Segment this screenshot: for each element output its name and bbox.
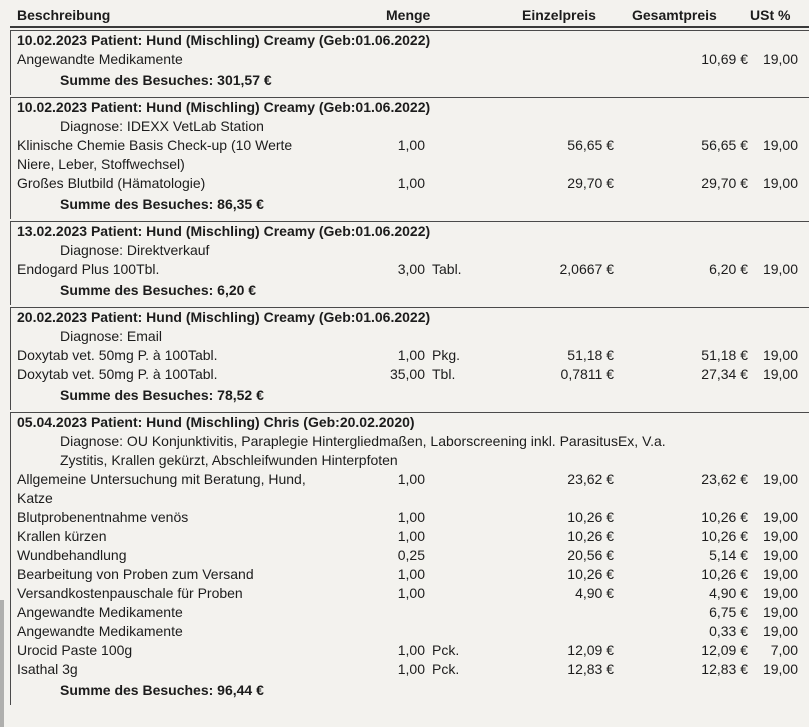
visit-left-border [10,221,11,305]
line-item-row [0,584,809,603]
line-unit-price: 4,90 € [575,585,614,601]
visit-sum: Summe des Besuches: 96,44 € [60,682,264,698]
line-vat: 19,00 [762,566,798,582]
line-description: Blutprobenentnahme venös [17,509,189,525]
diagnosis-text: Diagnose: OU Konjunktivitis, Paraplegie Hintergliedmaßen, Laborscreening inkl. ParasitusEx, V.a. [60,433,666,449]
header-quantity: Menge [386,7,431,23]
line-description: Angewandte Medikamente [17,604,183,620]
line-item-row [0,174,809,193]
line-item-row [0,346,809,365]
diagnosis-continuation-row [0,451,809,470]
line-total-price: 5,14 € [709,547,748,563]
line-total-price: 56,65 € [701,137,748,153]
visit-title-row [0,308,809,327]
line-description: Doxytab vet. 50mg P. à 100Tabl. [17,366,218,382]
line-description: Katze [17,490,53,506]
diagnosis-row [0,327,809,346]
line-vat: 19,00 [762,471,798,487]
line-unit-price: 23,62 € [567,471,614,487]
line-description: Isathal 3g [17,661,78,677]
line-total-price: 10,26 € [701,509,748,525]
line-unit: Pck. [432,661,460,677]
visit-left-border [10,412,11,705]
line-description: Großes Blutbild (Hämatologie) [17,175,206,191]
line-description: Krallen kürzen [17,528,107,544]
header-total-price: Gesamtpreis [632,7,717,23]
line-total-price: 10,26 € [701,528,748,544]
line-vat: 19,00 [762,509,798,525]
line-vat: 19,00 [762,347,798,363]
line-vat: 7,00 [770,642,798,658]
visit-left-border [10,30,11,95]
diagnosis-row [0,241,809,260]
line-unit: Pkg. [432,347,461,363]
table-header [0,6,809,25]
line-item-row [0,136,809,155]
line-vat: 19,00 [762,528,798,544]
line-quantity: 1,00 [397,137,425,153]
visit-sum-row [0,71,809,90]
visit-title: 20.02.2023 Patient: Hund (Mischling) Creamy (Geb:01.06.2022) [17,309,431,325]
line-unit: Tabl. [432,261,462,277]
line-description: Angewandte Medikamente [17,623,183,639]
visit-sum-row [0,386,809,405]
line-item-row [0,527,809,546]
line-description: Wundbehandlung [17,547,127,563]
scan-edge [0,600,4,727]
line-unit-price: 12,09 € [567,642,614,658]
line-description: Allgemeine Untersuchung mit Beratung, Hund, [17,471,306,487]
diagnosis-text: Diagnose: Direktverkauf [60,242,210,258]
line-unit-price: 10,26 € [567,528,614,544]
line-vat: 19,00 [762,585,798,601]
line-item-row [0,641,809,660]
visit-title: 05.04.2023 Patient: Hund (Mischling) Chris (Geb:20.02.2020) [17,414,415,430]
line-item-row [0,365,809,384]
line-unit: Pck. [432,642,460,658]
line-description: Bearbeitung von Proben zum Versand [17,566,254,582]
visit-sum: Summe des Besuches: 86,35 € [60,196,264,212]
line-quantity: 35,00 [389,366,425,382]
header-description: Beschreibung [17,7,111,23]
line-total-price: 51,18 € [701,347,748,363]
line-unit-price: 0,7811 € [560,366,614,382]
line-unit-price: 10,26 € [567,566,614,582]
line-quantity: 1,00 [397,347,425,363]
line-total-price: 6,75 € [709,604,748,620]
diagnosis-text: Diagnose: IDEXX VetLab Station [60,118,264,134]
line-total-price: 23,62 € [701,471,748,487]
line-unit-price: 12,83 € [567,661,614,677]
visit-title-row [0,98,809,117]
line-vat: 19,00 [762,366,798,382]
visit-sum-row [0,195,809,214]
line-description: Endogard Plus 100Tbl. [17,261,160,277]
line-vat: 19,00 [762,261,798,277]
line-total-price: 12,09 € [701,642,748,658]
visit-left-border [10,307,11,410]
line-description: Angewandte Medikamente [17,51,183,67]
header-divider [10,26,809,28]
line-total-price: 12,83 € [701,661,748,677]
line-quantity: 1,00 [397,528,425,544]
visit-title-row [0,31,809,50]
line-quantity: 1,00 [397,566,425,582]
line-vat: 19,00 [762,623,798,639]
visit-sum: Summe des Besuches: 6,20 € [60,282,257,298]
line-vat: 19,00 [762,547,798,563]
line-unit-price: 29,70 € [567,175,614,191]
header-unit-price: Einzelpreis [522,7,596,23]
header-vat: USt % [750,7,791,23]
line-vat: 19,00 [762,137,798,153]
line-description: Klinische Chemie Basis Check-up (10 Werte [17,137,293,153]
visit-sum-row [0,681,809,700]
line-total-price: 29,70 € [701,175,748,191]
line-quantity: 1,00 [397,175,425,191]
line-item-row [0,546,809,565]
visit-title: 10.02.2023 Patient: Hund (Mischling) Creamy (Geb:01.06.2022) [17,99,431,115]
visit-title: 13.02.2023 Patient: Hund (Mischling) Creamy (Geb:01.06.2022) [17,223,431,239]
line-item-row [0,508,809,527]
line-total-price: 4,90 € [709,585,748,601]
visit-title: 10.02.2023 Patient: Hund (Mischling) Creamy (Geb:01.06.2022) [17,32,431,48]
line-unit-price: 20,56 € [567,547,614,563]
line-item-row [0,50,809,69]
line-quantity: 1,00 [397,471,425,487]
diagnosis-row [0,432,809,451]
line-vat: 19,00 [762,661,798,677]
diagnosis-continuation: Zystitis, Krallen gekürzt, Abschleifwunden Hinterpfoten [60,452,398,468]
line-total-price: 6,20 € [709,261,748,277]
visit-sum: Summe des Besuches: 301,57 € [60,72,272,88]
line-unit-price: 10,26 € [567,509,614,525]
line-quantity: 0,25 [397,547,425,563]
line-quantity: 1,00 [397,661,425,677]
line-item-row [0,603,809,622]
line-item-row [0,470,809,489]
line-item-row [0,260,809,279]
line-total-price: 10,26 € [701,566,748,582]
line-item-row [0,489,809,508]
line-unit-price: 2,0667 € [559,261,614,277]
line-description: Doxytab vet. 50mg P. à 100Tabl. [17,347,218,363]
line-unit: Tbl. [432,366,456,382]
line-quantity: 1,00 [397,585,425,601]
line-total-price: 27,34 € [701,366,748,382]
line-quantity: 1,00 [397,509,425,525]
line-description: Niere, Leber, Stoffwechsel) [17,156,185,172]
line-item-row [0,660,809,679]
line-total-price: 0,33 € [709,623,748,639]
line-quantity: 3,00 [397,261,425,277]
line-item-row [0,565,809,584]
diagnosis-text: Diagnose: Email [60,328,162,344]
visit-title-row [0,413,809,432]
line-unit-price: 51,18 € [567,347,614,363]
line-unit-price: 56,65 € [567,137,614,153]
line-total-price: 10,69 € [701,51,748,67]
diagnosis-row [0,117,809,136]
visit-left-border [10,97,11,219]
visit-title-row [0,222,809,241]
line-description: Versandkostenpauschale für Proben [17,585,243,601]
line-quantity: 1,00 [397,642,425,658]
line-item-row [0,155,809,174]
visit-sum-row [0,281,809,300]
visit-sum: Summe des Besuches: 78,52 € [60,387,264,403]
line-vat: 19,00 [762,604,798,620]
line-item-row [0,622,809,641]
line-description: Urocid Paste 100g [17,642,133,658]
line-vat: 19,00 [762,51,798,67]
line-vat: 19,00 [762,175,798,191]
